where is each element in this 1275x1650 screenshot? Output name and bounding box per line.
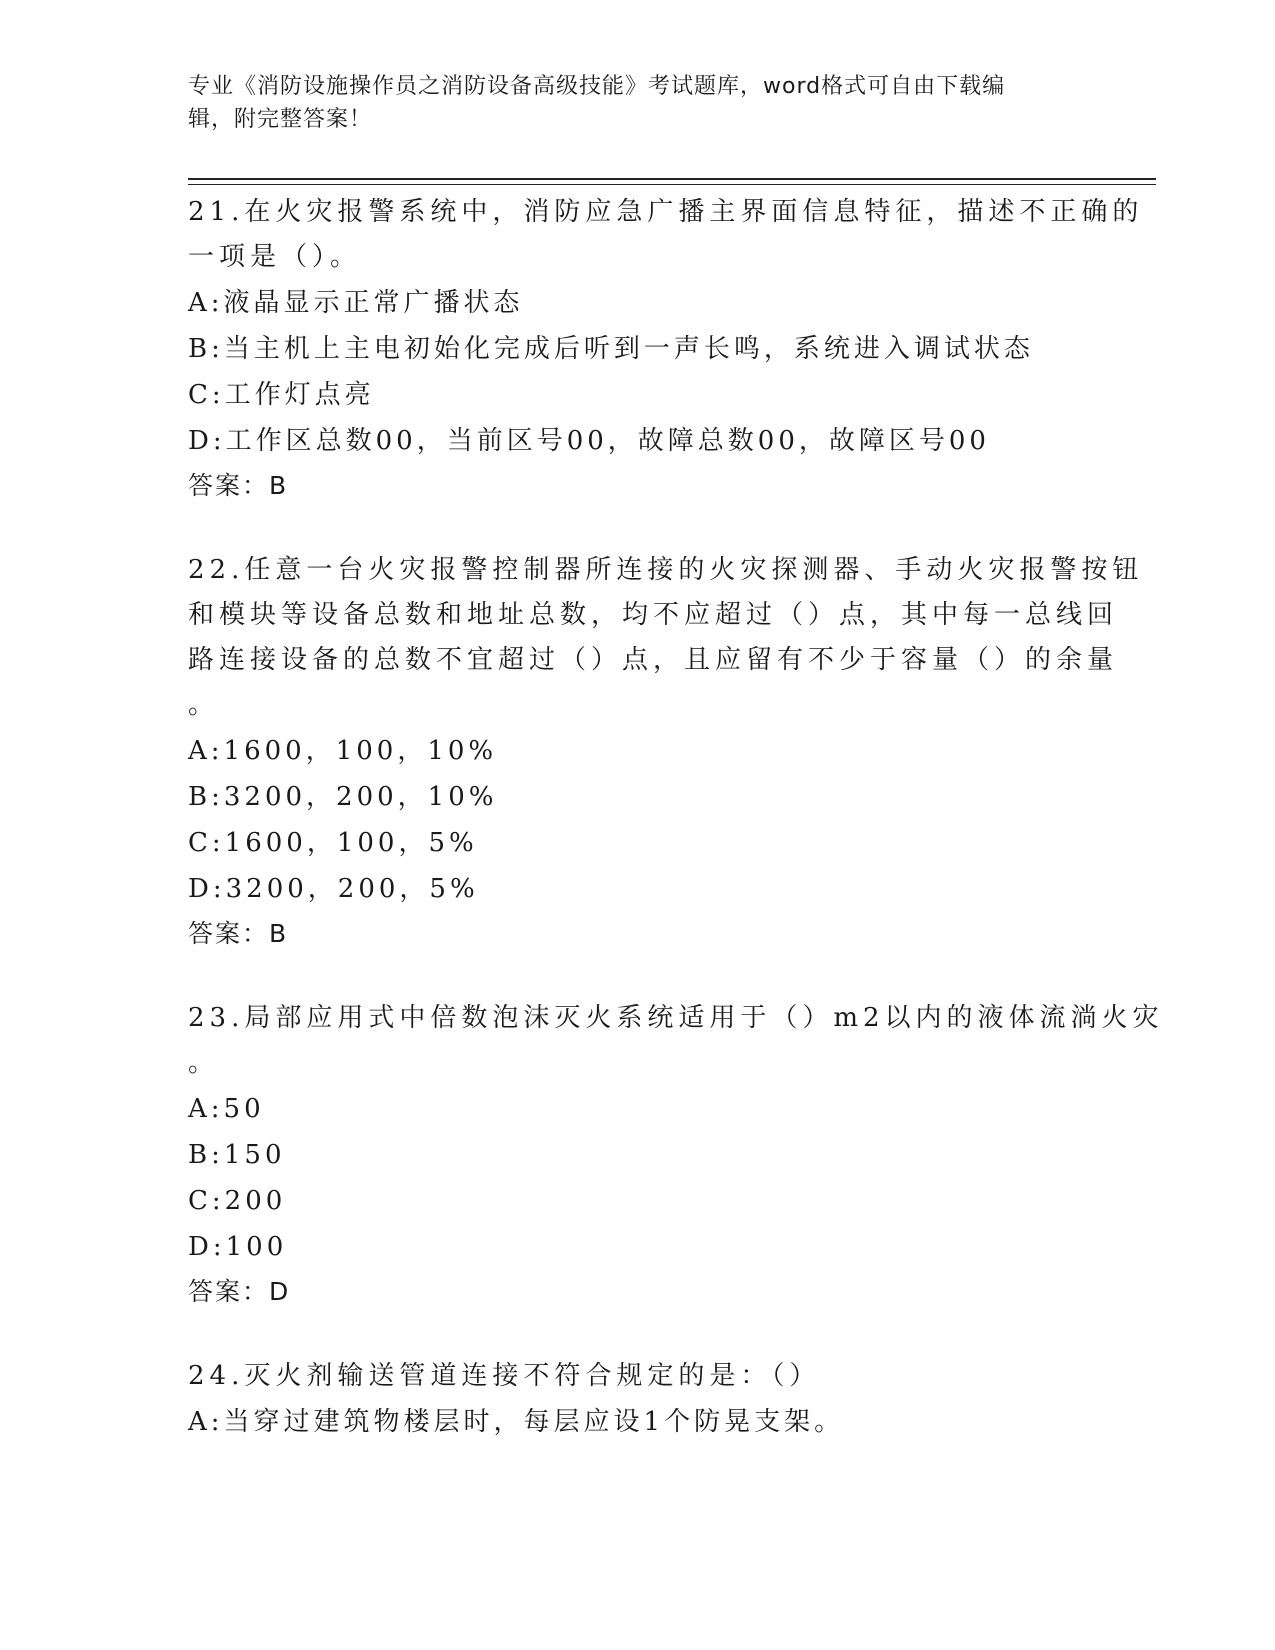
question-stem	[188, 996, 1164, 1086]
option-b: B:当主机上主电初始化完成后听到一声长鸣，系统进入调试状态	[188, 334, 1034, 364]
question-23	[188, 996, 1164, 1314]
stem-line: 21.在火灾报警系统中，消防应急广播主界面信息特征，描述不正确的	[188, 197, 1144, 227]
stem-line: 22.任意一台火灾报警控制器所连接的火灾探测器、手动火灾报警按钮	[188, 555, 1144, 585]
option-c: C:1600，100，5%	[188, 828, 478, 858]
stem-line: 。	[188, 690, 220, 720]
header-divider-thin	[188, 184, 1156, 185]
option-b: B:3200，200，10%	[188, 782, 498, 812]
option-a: A:液晶显示正常广播状态	[188, 288, 524, 318]
stem-line: 23.局部应用式中倍数泡沫灭火系统适用于（）m2以内的液体流淌火灾	[188, 1003, 1164, 1033]
answer: 答案：B	[188, 471, 289, 500]
option-c: C:工作灯点亮	[188, 380, 375, 410]
header-divider	[188, 178, 1156, 180]
option-d: D:100	[188, 1232, 288, 1262]
question-21	[188, 190, 1144, 508]
stem-line: 24.灭火剂输送管道连接不符合规定的是：（）	[188, 1361, 821, 1391]
question-24	[188, 1354, 1088, 1445]
question-stem	[188, 1354, 1088, 1399]
header-line: 专业《消防设施操作员之消防设备高级技能》考试题库，word格式可自由下载编	[188, 74, 1006, 99]
option-b: B:150	[188, 1140, 286, 1170]
option-a: A:当穿过建筑物楼层时，每层应设1个防晃支架。	[188, 1407, 845, 1437]
option-a: A:1600，100，10%	[188, 736, 498, 766]
document-header	[188, 70, 1068, 136]
question-list	[188, 190, 1164, 1485]
header-line: 辑，附完整答案！	[188, 107, 373, 132]
stem-line: 和模块等设备总数和地址总数，均不应超过（）点，其中每一总线回	[188, 600, 1119, 630]
question-stem	[188, 190, 1144, 280]
stem-line: 路连接设备的总数不宜超过（）点，且应留有不少于容量（）的余量	[188, 645, 1119, 675]
option-a: A:50	[188, 1094, 265, 1124]
question-stem	[188, 548, 1144, 728]
answer: 答案：B	[188, 919, 289, 948]
stem-line: 一项是（）。	[188, 242, 362, 272]
stem-line: 。	[188, 1048, 220, 1078]
option-c: C:200	[188, 1186, 287, 1216]
question-22	[188, 548, 1144, 956]
option-d: D:工作区总数00，当前区号00，故障总数00，故障区号00	[188, 426, 990, 456]
option-d: D:3200，200，5%	[188, 874, 479, 904]
answer: 答案：D	[188, 1277, 291, 1306]
